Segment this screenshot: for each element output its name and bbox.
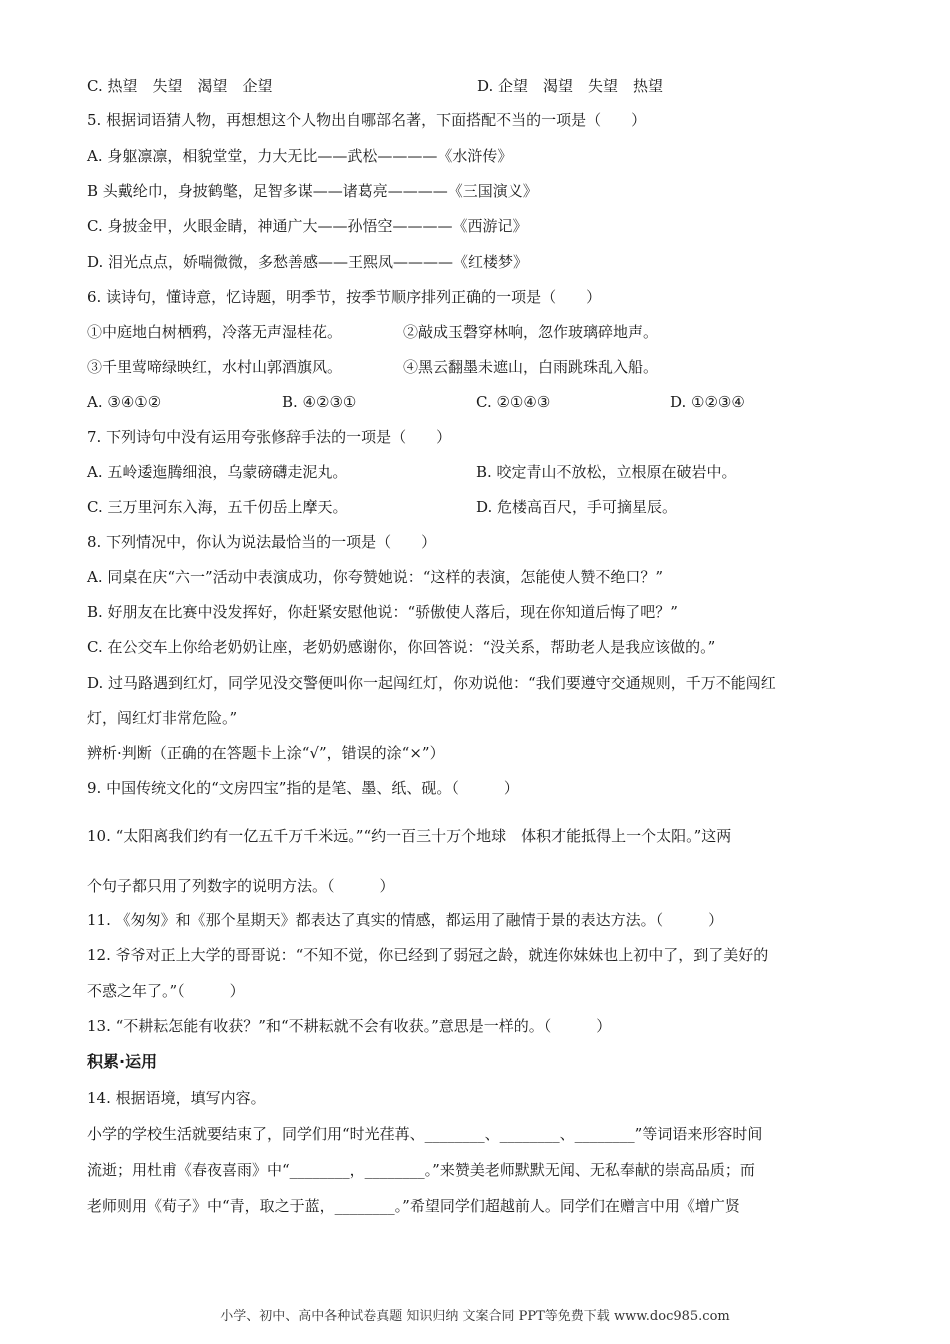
page-footer: 小学、初中、高中各种试卷真题 知识归纳 文案合同 PPT等免费下载 www.doc985.com — [220, 1309, 730, 1324]
q12-line-2: 不惑之年了。”（ ） — [87, 982, 245, 1000]
q4-options-row — [87, 76, 664, 96]
q7-option-d: D. 危楼高百尺，手可摘星辰。 — [476, 498, 678, 516]
q5-option-b: B 头戴纶巾，身披鹤氅，足智多谋——诸葛亮————《三国演义》 — [87, 182, 538, 200]
q9: 9. 中国传统文化的“文房四宝”指的是笔、墨、纸、砚。（ ） — [87, 779, 519, 797]
q7-stem: 7. 下列诗句中没有运用夸张修辞手法的一项是（ ） — [87, 428, 452, 446]
q4-option-c: C. 热望 失望 渴望 企望 — [87, 77, 273, 95]
q5-option-c: C. 身披金甲，火眼金睛，神通广大——孙悟空————《西游记》 — [87, 217, 528, 235]
q4-option-d: D. 企望 渴望 失望 热望 — [477, 77, 664, 95]
q7-option-b: B. 咬定青山不放松，立根原在破岩中。 — [476, 463, 737, 481]
q8-option-d-line-1: D. 过马路遇到红灯，同学见没交警便叫你一起闯红灯，你劝说他：“我们要遵守交通规则，千万不能闯红 — [87, 674, 776, 692]
q10-line-2: 个句子都只用了列数字的说明方法。（ ） — [87, 877, 395, 895]
q8-option-b: B. 好朋友在比赛中没发挥好，你赶紧安慰他说：“骄傲使人落后，现在你知道后悔了吧？” — [87, 603, 678, 621]
q6-poem-3: ③千里莺啼绿映红，水村山郭酒旗风。 — [87, 358, 343, 376]
q8-option-c: C. 在公交车上你给老奶奶让座，老奶奶感谢你，你回答说：“没关系，帮助老人是我应该做的。” — [87, 638, 716, 656]
q6-poem-2: ②敲成玉磬穿林响，忽作玻璃碎地声。 — [403, 323, 659, 341]
q6-option-d: D. ①②③④ — [670, 393, 745, 411]
q6-option-b: B. ④②③① — [282, 393, 357, 411]
q6-poems-row-1 — [87, 322, 659, 342]
q10-line-1: 10. “太阳离我们约有一亿五千万千米远。”“约一百三十万个地球 体积才能抵得上一个太阳。”这两 — [87, 827, 732, 845]
q13: 13. “不耕耘怎能有收获？”和“不耕耘就不会有收获。”意思是一样的。（ ） — [87, 1017, 612, 1035]
q5-option-a: A. 身躯凛凛，相貌堂堂，力大无比——武松————《水浒传》 — [87, 147, 513, 165]
q7-option-a: A. 五岭逶迤腾细浪，乌蒙磅礴走泥丸。 — [87, 463, 348, 481]
q12-line-1: 12. 爷爷对正上大学的哥哥说：“不知不觉，你已经到了弱冠之龄，就连你妹妹也上初中了，到了美好的 — [87, 946, 769, 964]
q14-stem: 14. 根据语境，填写内容。 — [87, 1089, 266, 1107]
q5-stem: 5. 根据词语猜人物，再想想这个人物出自哪部名著，下面搭配不当的一项是（ ） — [87, 111, 647, 129]
q6-options-row — [87, 392, 745, 412]
q6-option-a: A. ③④①② — [87, 393, 162, 411]
q11: 11. 《匆匆》和《那个星期天》都表达了真实的情感，都运用了融情于景的表达方法。（ ） — [87, 911, 724, 929]
q6-stem: 6. 读诗句，懂诗意，忆诗题，明季节，按季节顺序排列正确的一项是（ ） — [87, 288, 602, 306]
q6-poems-row-2 — [87, 357, 659, 377]
q6-poem-1: ①中庭地白树栖鸦，冷落无声湿桂花。 — [87, 323, 343, 341]
q5-option-d: D. 泪光点点，娇喘微微，多愁善感——王熙凤————《红楼梦》 — [87, 253, 529, 271]
q8-stem: 8. 下列情况中，你认为说法最恰当的一项是（ ） — [87, 533, 437, 551]
q8-option-d-line-2: 灯，闯红灯非常危险。” — [87, 709, 238, 727]
section-heading: 积累·运用 — [87, 1052, 158, 1071]
q14-line-1: 小学的学校生活就要结束了，同学们用“时光荏苒、________、________、________”等词语来形容时间 — [87, 1125, 763, 1143]
q7-option-c: C. 三万里河东入海，五千仞岳上摩天。 — [87, 498, 348, 516]
q8-option-a: A. 同桌在庆“六一”活动中表演成功，你夸赞她说：“这样的表演，怎能使人赞不绝口？” — [87, 568, 664, 586]
q14-line-3: 老师则用《荀子》中“青，取之于蓝，________。”希望同学们超越前人。同学们在赠言中用《增广贤 — [87, 1197, 740, 1215]
q7-options-row-1 — [87, 462, 737, 482]
judge-section-title: 辨析·判断（正确的在答题卡上涂“√”，错误的涂“×”） — [87, 744, 445, 762]
q6-option-c: C. ②①④③ — [476, 393, 551, 411]
q6-poem-4: ④黑云翻墨未遮山，白雨跳珠乱入船。 — [403, 358, 659, 376]
q14-line-2: 流逝；用杜甫《春夜喜雨》中“________，________。”来赞美老师默默无闻、无私奉献的崇高品质；而 — [87, 1161, 755, 1179]
q7-options-row-2 — [87, 497, 678, 517]
